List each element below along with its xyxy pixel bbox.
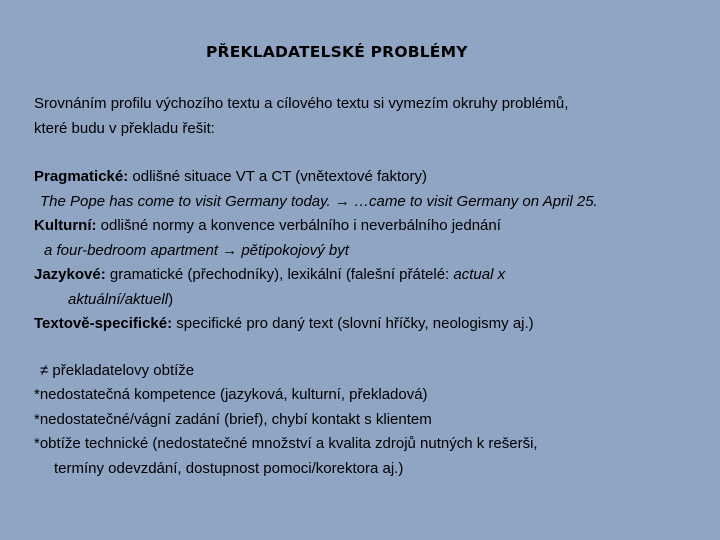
linguistic-label: Jazykové: (34, 266, 106, 283)
linguistic-continuation-text: aktuální/aktuell (68, 290, 169, 308)
spacer (34, 141, 706, 165)
text-specific-line (34, 312, 706, 337)
difficulty-continuation: termíny odevzdání, dostupnost pomoci/korektora aj.) (54, 459, 404, 477)
linguistic-line (34, 263, 706, 288)
spacer (34, 337, 706, 359)
text-specific-label: Textově-specifické: (34, 315, 173, 332)
linguistic-text: gramatické (přechodníky), lexikální (falešní přátelé: (105, 266, 454, 283)
intro-line-2: které budu v překladu řešit: (34, 119, 215, 137)
pragmatic-example: The Pope has come to visit Germany today. → …came to visit Germany on April 25. (40, 192, 598, 210)
intro-line-1: Srovnáním profilu výchozího textu a cílového textu si vymezím okruhy problémů, (34, 95, 569, 112)
difficulty-item: *nedostatečná kompetence (jazyková, kulturní, překladová) (34, 386, 428, 403)
text-specific-text: specifické pro daný text (slovní hříčky, neologismy aj.) (172, 315, 534, 332)
cultural-label: Kulturní: (34, 217, 97, 234)
difficulty-item: *nedostatečné/vágní zadání (brief), chybí kontakt s klientem (34, 410, 432, 428)
pragmatic-line (34, 165, 706, 190)
cultural-text: odlišné normy a konvence verbálního i neverbálního jednání (96, 217, 501, 234)
cultural-example: a four-bedroom apartment → pětipokojový byt (44, 241, 349, 259)
linguistic-example: actual x (453, 266, 506, 283)
linguistic-continuation (34, 288, 706, 313)
difficulty-item: *obtíže technické (nedostatečné množství a kvalita zdrojů nutných k rešerši, (34, 435, 538, 452)
slide-body (34, 92, 706, 481)
cultural-line (34, 214, 706, 239)
pragmatic-label: Pragmatické: (34, 168, 129, 185)
linguistic-close: ) (168, 290, 174, 308)
pragmatic-text: odlišné situace VT a CT (vnětextové faktory) (128, 168, 427, 185)
difficulties-heading: ≠ překladatelovy obtíže (40, 361, 195, 379)
slide-title: PŘEKLADATELSKÉ PROBLÉMY (206, 43, 468, 61)
